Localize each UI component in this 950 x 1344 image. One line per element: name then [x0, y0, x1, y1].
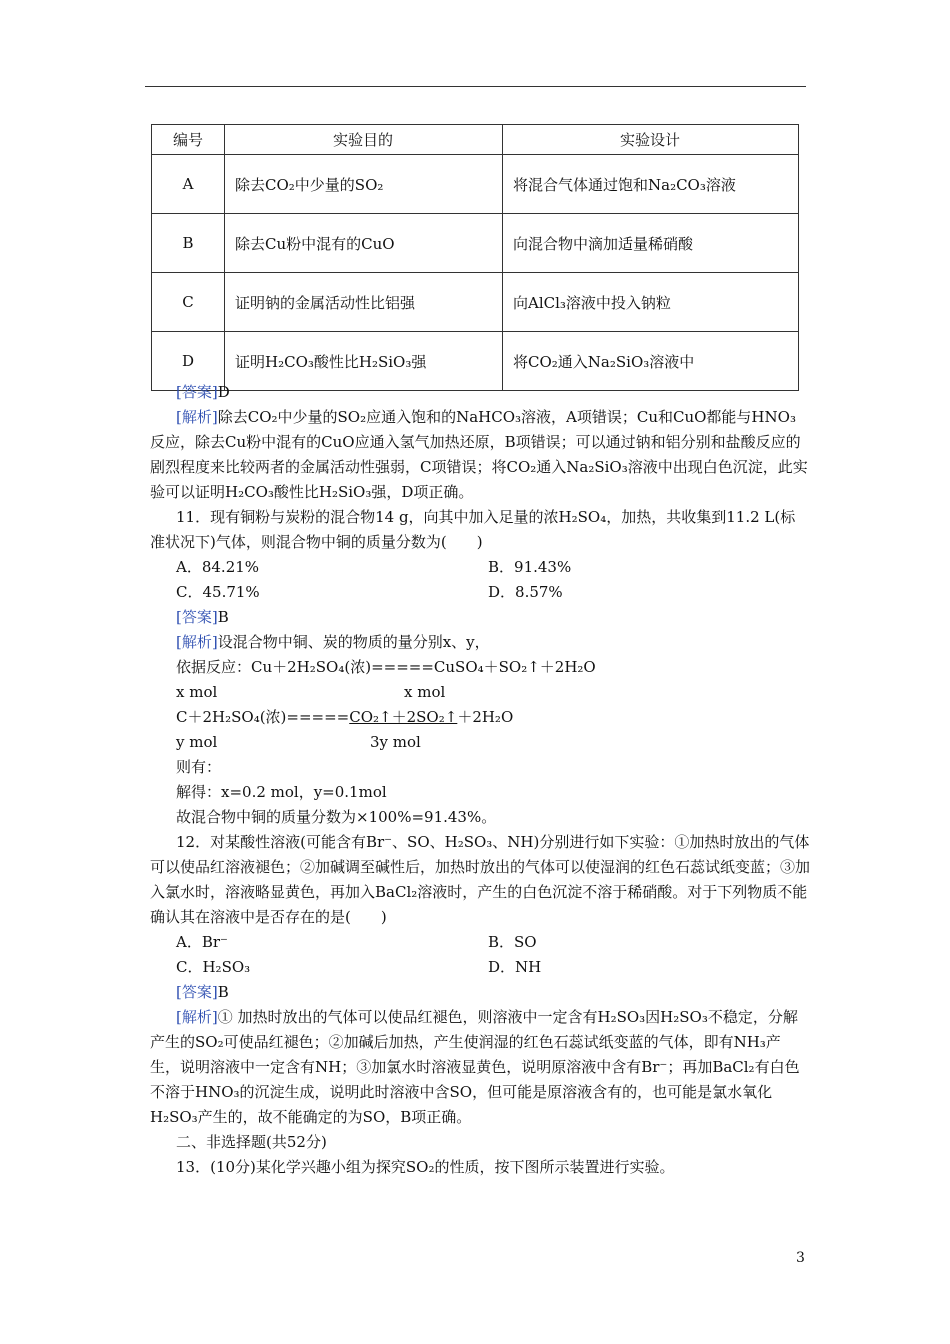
result-line: 故混合物中铜的质量分数为×100%=91.43%。: [176, 808, 497, 826]
answer-tag: [答案]: [176, 983, 218, 1001]
row-design: 将混合气体通过饱和Na₂CO₃溶液: [503, 155, 799, 214]
amount-right: x mol: [404, 683, 446, 701]
table-row: [152, 273, 799, 332]
q11-answer: [150, 605, 810, 630]
header-rule: [145, 86, 806, 87]
analysis-text: 设混合物中铜、炭的物质的量分别x、y，: [217, 633, 490, 651]
q12-options-row-1: [150, 930, 810, 955]
q10-answer: [150, 380, 810, 405]
option-c: C．45.71%: [176, 583, 260, 601]
then-line: 则有：: [176, 758, 222, 776]
row-id: C: [152, 273, 225, 332]
page-number: 3: [796, 1250, 805, 1266]
amount-left: y mol: [176, 733, 218, 751]
row-id: A: [152, 155, 225, 214]
answer-value: B: [217, 608, 229, 626]
q12-answer: [150, 980, 810, 1005]
q12-stem: 12．对某酸性溶液(可能含有Br⁻、SO、H₂SO₃、NH)分别进行如下实验：①加热时放出的气体可以使品红溶液褪色；②加碱调至碱性后，加热时放出的气体可以使湿润的红色石蕊试纸变蓝；③加入氯水时，溶液略显黄色，再加入BaCl₂溶液时，产生的白色沉淀不溶于稀硝酸。对于下列物质不能确认其在溶液中是否存在的是( ): [150, 833, 811, 926]
document-body: [150, 380, 810, 1180]
table-header-row: [152, 125, 799, 155]
option-b: B．SO: [488, 933, 537, 951]
analysis-text: 除去CO₂中少量的SO₂应通入饱和的NaHCO₃溶液，A项错误；Cu和CuO都能与HNO₃反应，除去Cu粉中混有的CuO应通入氢气加热还原，B项错误；可以通过钠和铝分别和盐酸反应的剧烈程度来比较两者的金属活动性强弱，C项错误；将CO₂通入Na₂SiO₃溶液中出现白色沉淀，此实验可以证明H₂CO₃酸性比H₂SiO₃强，D项正确。: [150, 408, 808, 501]
q10-analysis: [150, 405, 810, 505]
q12-analysis: [150, 1005, 810, 1130]
row-design: 向混合物中滴加适量稀硝酸: [503, 214, 799, 273]
answer-value: D: [217, 383, 230, 401]
analysis-tag: [解析]: [176, 633, 218, 651]
table-row: [152, 155, 799, 214]
reaction-2-prefix: C＋2H₂SO₄(浓)=====: [176, 708, 350, 726]
row-design: 向AlCl₃溶液中投入钠粒: [503, 273, 799, 332]
answer-tag: [答案]: [176, 383, 218, 401]
option-a: A．84.21%: [176, 558, 260, 576]
option-a: A．Br⁻: [176, 933, 228, 951]
row-goal: 证明H₂CO₃酸性比H₂SiO₃强: [225, 332, 503, 391]
reaction-2-suffix: ＋2H₂O: [457, 708, 514, 726]
option-d: D．8.57%: [488, 583, 563, 601]
analysis-tag: [解析]: [176, 408, 218, 426]
section-heading: 二、非选择题(共52分): [176, 1133, 327, 1151]
q11-options-row-1: [150, 555, 810, 580]
reaction-2-underlined: CO₂↑＋2SO₂↑: [349, 708, 458, 726]
amount-left: x mol: [176, 683, 218, 701]
analysis-tag: [解析]: [176, 1008, 218, 1026]
experiment-table: [151, 124, 799, 391]
row-id: B: [152, 214, 225, 273]
row-goal: 证明钠的金属活动性比铝强: [225, 273, 503, 332]
solve-line: 解得：x=0.2 mol，y=0.1mol: [176, 783, 387, 801]
option-b: B．91.43%: [488, 558, 572, 576]
analysis-text: ① 加热时放出的气体可以使品红褪色，则溶液中一定含有H₂SO₃因H₂SO₃不稳定，分解产生的SO₂可使品红褪色；②加碱后加热，产生使润湿的红色石蕊试纸变蓝的气体，即有NH₃产生，说明溶液中一定含有NH；③加氯水时溶液显黄色，说明原溶液中含有Br⁻；再加BaCl₂有白色不溶于HNO₃的沉淀生成，说明此时溶液中含SO，但可能是原溶液含有的，也可能是氯水氧化H₂SO₃产生的，故不能确定的为SO，B项正确。: [150, 1008, 800, 1126]
amount-right: 3y mol: [370, 733, 421, 751]
answer-value: B: [217, 983, 229, 1001]
reaction-2-amounts: [150, 730, 810, 755]
q11-options-row-2: [150, 580, 810, 605]
header-id: 编号: [152, 125, 225, 155]
table-row: [152, 214, 799, 273]
reaction-1: 依据反应：Cu＋2H₂SO₄(浓)=====CuSO₄＋SO₂↑＋2H₂O: [176, 658, 596, 676]
reaction-2: [150, 705, 810, 730]
q12-options-row-2: [150, 955, 810, 980]
row-design: 将CO₂通入Na₂SiO₃溶液中: [503, 332, 799, 391]
row-goal: 除去Cu粉中混有的CuO: [225, 214, 503, 273]
reaction-1-amounts: [150, 680, 810, 705]
option-d: D．NH: [488, 958, 542, 976]
option-c: C．H₂SO₃: [176, 958, 251, 976]
q13-stem: 13．(10分)某化学兴趣小组为探究SO₂的性质，按下图所示装置进行实验。: [176, 1158, 675, 1176]
q11-analysis: [150, 630, 810, 655]
row-id: D: [152, 332, 225, 391]
q11-stem: 11．现有铜粉与炭粉的混合物14 g，向其中加入足量的浓H₂SO₄，加热，共收集到11.2 L(标准状况下)气体，则混合物中铜的质量分数为( ): [150, 508, 796, 551]
header-goal: 实验目的: [225, 125, 503, 155]
row-goal: 除去CO₂中少量的SO₂: [225, 155, 503, 214]
header-design: 实验设计: [503, 125, 799, 155]
answer-tag: [答案]: [176, 608, 218, 626]
